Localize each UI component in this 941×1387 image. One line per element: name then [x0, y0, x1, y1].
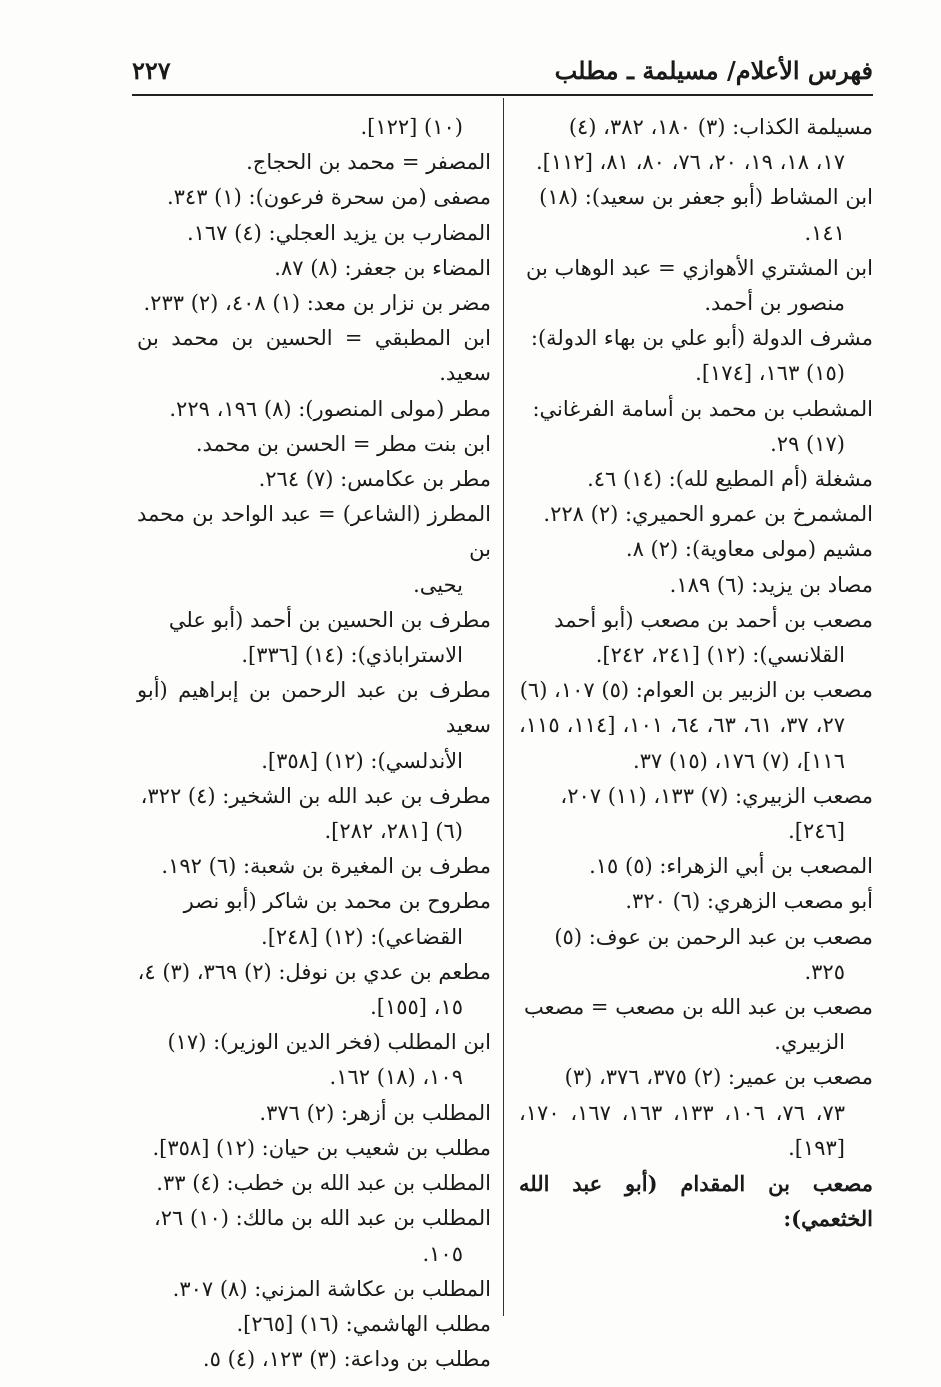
- index-entry-heading: المطلب بن عبد الله بن خطب: (٤) ٣٣.: [156, 1171, 491, 1196]
- index-entry: [137, 286, 491, 321]
- index-entry: [137, 321, 491, 391]
- index-entry-heading: مصاد بن يزيد: (٦) ١٨٩.: [669, 572, 873, 597]
- page-number: ٢٢٧: [132, 55, 171, 85]
- index-entry-heading: المطلب بن أزهر: (٢) ٣٧٦.: [259, 1100, 491, 1125]
- index-entry-references: منصور بن أحمد.: [704, 291, 845, 316]
- index-column-right: [519, 110, 873, 1320]
- index-entry: [519, 110, 873, 180]
- index-entry: [137, 673, 491, 779]
- index-entry: [137, 1131, 491, 1166]
- index-entry-heading: مطر (مولى المنصور): (٨) ١٩٦، ٢٢٩.: [169, 396, 491, 421]
- index-entry-heading: مطرف بن عبد الرحمن بن إبراهيم (أبو سعيد: [137, 678, 491, 738]
- index-entry-heading: ابن المشاط (أبو جعفر بن سعيد): (١٨): [539, 185, 873, 210]
- index-entry-heading: ابن المشتري الأهوازي = عبد الوهاب بن: [526, 255, 873, 280]
- index-entry-heading: مشغلة (أم المطيع لله): (١٤) ٤٦.: [587, 467, 873, 492]
- index-entry: [519, 497, 873, 532]
- index-entry-references: (١٧) ٢٩.: [770, 431, 845, 456]
- index-entry: [519, 990, 873, 1060]
- index-entry-heading: مشرف الدولة (أبو علي بن بهاء الدولة):: [530, 326, 873, 351]
- index-entry: [519, 462, 873, 497]
- index-entry-heading: المضاء بن جعفر: (٨) ٨٧.: [274, 255, 491, 280]
- index-entry-references: ١٤١.: [804, 220, 845, 245]
- index-entry-heading: مصعب الزبيري: (٧) ١٣٣، (١١) ٢٠٧،: [560, 783, 873, 808]
- index-entry-heading: المشمرخ بن عمرو الحميري: (٢) ٢٢٨.: [543, 502, 873, 527]
- index-entry-heading: مطلب الهاشمي: (١٦) [٢٦٥].: [236, 1311, 491, 1336]
- index-entry: [519, 884, 873, 919]
- index-entry-heading: مطرف بن المغيرة بن شعبة: (٦) ١٩٢.: [161, 854, 491, 879]
- index-entry-heading: مسيلمة الكذاب: (٣) ١٨٠، ٣٨٢، (٤): [568, 115, 873, 139]
- index-entry-heading: مضر بن نزار بن معد: (١) ٤٠٨، (٢) ٢٣٣.: [143, 291, 491, 316]
- index-entry-heading: مصعب بن المقدام (أبو عبد الله الخثعمي):: [519, 1171, 873, 1232]
- index-entry-heading: مصعب بن الزبير بن العوام: (٥) ١٠٧، (٦): [519, 678, 873, 703]
- index-entry-heading: المطلب بن عكاشة المزني: (٨) ٣٠٧.: [172, 1276, 491, 1301]
- index-entry-heading: مصعب بن عبد الله بن مصعب = مصعب: [524, 995, 873, 1020]
- index-entry-heading: المصفر = محمد بن الحجاج.: [246, 150, 491, 175]
- index-entry: [137, 145, 491, 180]
- index-entry: [519, 180, 873, 250]
- index-entry: [137, 216, 491, 251]
- index-entry: [137, 1307, 491, 1342]
- index-entry-heading: ابن بنت مطر = الحسن بن محمد.: [195, 431, 491, 456]
- index-entry-references: [٢٤٦].: [788, 819, 845, 844]
- index-entry: [137, 392, 491, 427]
- index-entry-references: الأندلسي): (١٢) [٣٥٨].: [261, 748, 463, 773]
- index-entry: [519, 1166, 873, 1236]
- index-entry-heading: مطروح بن محمد بن شاكر (أبو نصر: [183, 889, 491, 914]
- index-entry: [137, 462, 491, 497]
- index-entry: [137, 180, 491, 215]
- column-divider: [503, 98, 504, 1316]
- index-entry-references: يحيى.: [413, 572, 463, 597]
- index-entry-references: ١٠٥.: [422, 1241, 463, 1266]
- index-entry-references: القضاعي): (١٢) [٢٤٨].: [261, 924, 463, 949]
- index-entry-heading: مصعب بن أحمد بن مصعب (أبو أحمد: [554, 607, 873, 632]
- index-entry-heading: مصعب بن عبد الرحمن بن عوف: (٥): [554, 924, 873, 949]
- index-entry-references: (١٥) ١٦٣، [١٧٤].: [695, 361, 845, 386]
- index-entry: [519, 603, 873, 673]
- index-entry-heading: المصعب بن أبي الزهراء: (٥) ١٥.: [589, 854, 873, 879]
- index-entry-references: (١٠) [١٢٢].: [360, 115, 463, 139]
- index-entry-references: الاستراباذي): (١٤) [٣٣٦].: [241, 643, 463, 668]
- index-entry-heading: مطرف بن الحسين بن أحمد (أبو علي: [168, 607, 491, 632]
- index-entry: [137, 1201, 491, 1271]
- index-entry: [519, 568, 873, 603]
- index-entry: [519, 673, 873, 779]
- index-entry: [519, 532, 873, 567]
- index-entry-heading: المضارب بن يزيد العجلي: (٤) ١٦٧.: [186, 220, 491, 245]
- index-entry-references: ١٥، [١٥٥].: [370, 995, 463, 1020]
- index-entry-references: ١٧، ١٨، ١٩، ٢٠، ٧٦، ٨٠، ٨١، [١١٢].: [535, 150, 845, 175]
- index-entry-heading: مشيم (مولى معاوية): (٢) ٨.: [625, 537, 873, 562]
- index-entry-heading: ابن المطلب (فخر الدين الوزير): (١٧): [167, 1030, 491, 1055]
- header-rule: [132, 94, 873, 96]
- index-entry: [519, 321, 873, 391]
- index-entry-references: (٦) [٢٨١، ٢٨٢].: [324, 819, 463, 844]
- index-entry: [137, 603, 491, 673]
- index-entry: [519, 1060, 873, 1166]
- index-entry: [519, 849, 873, 884]
- index-entry-heading: مطرف بن عبد الله بن الشخير: (٤) ٣٢٢،: [140, 783, 491, 808]
- index-entry-heading: مصفى (من سحرة فرعون): (١) ٣٤٣.: [166, 185, 491, 210]
- index-entry-heading: أبو مصعب الزهري: (٦) ٣٢٠.: [625, 889, 873, 914]
- index-entry-heading: مطر بن عكامس: (٧) ٢٦٤.: [258, 467, 491, 492]
- index-entry-heading: مصعب بن عمير: (٢) ٣٧٥، ٣٧٦، (٣): [564, 1065, 873, 1090]
- page-header: [132, 48, 873, 92]
- index-entry-references: ٧٣، ٧٦، ١٠٦، ١٣٣، ١٦٣، ١٦٧، ١٧٠، [١٩٣].: [519, 1100, 846, 1160]
- index-entry: [137, 1342, 491, 1377]
- index-entry: [519, 392, 873, 462]
- index-entry-references: الزبيري.: [774, 1030, 845, 1055]
- index-entry-heading: المطلب بن عبد الله بن مالك: (١٠) ٢٦،: [153, 1206, 491, 1231]
- index-entry-heading: مطعم بن عدي بن نوفل: (٢) ٣٦٩، (٣) ٤،: [137, 959, 491, 984]
- index-entry: [137, 110, 491, 145]
- index-entry-heading: مطلب بن وداعة: (٣) ١٢٣، (٤) ٥.: [202, 1347, 491, 1372]
- index-entry-references: ١٠٩، (١٨) ١٦٢.: [329, 1065, 463, 1090]
- index-entry-references: ٢٧، ٣٧، ٦١، ٦٣، ٦٤، ١٠١، [١١٤، ١١٥، ١١٦]، (٧) ١٧٦، (١٥) ٣٧.: [519, 713, 846, 773]
- index-column-left: [137, 110, 491, 1372]
- index-entry: [137, 1272, 491, 1307]
- index-entry: [137, 251, 491, 286]
- index-entry: [137, 779, 491, 849]
- index-entry-references: القلانسي): (١٢) [٢٤١، ٢٤٢].: [595, 643, 845, 668]
- index-entry: [519, 779, 873, 849]
- index-entry: [137, 849, 491, 884]
- index-entry-heading: المطرز (الشاعر) = عبد الواحد بن محمد بن: [137, 502, 491, 562]
- index-entry: [519, 251, 873, 321]
- index-entry-heading: مطلب بن شعيب بن حيان: (١٢) [٣٥٨].: [152, 1135, 491, 1160]
- index-entry-heading: ابن المطبقي = الحسين بن محمد بن سعيد.: [137, 326, 491, 386]
- index-entry: [137, 1025, 491, 1095]
- index-entry: [137, 955, 491, 1025]
- index-entry: [137, 884, 491, 954]
- index-entry: [137, 1096, 491, 1131]
- index-entry: [519, 920, 873, 990]
- index-entry: [137, 497, 491, 603]
- index-entry: [137, 427, 491, 462]
- index-entry-references: ٣٢٥.: [804, 959, 845, 984]
- index-entry: [137, 1166, 491, 1201]
- index-entry-heading: المشطب بن محمد بن أسامة الفرغاني:: [532, 396, 873, 421]
- running-head: فهرس الأعلام/ مسيلمة ـ مطلب: [554, 55, 873, 85]
